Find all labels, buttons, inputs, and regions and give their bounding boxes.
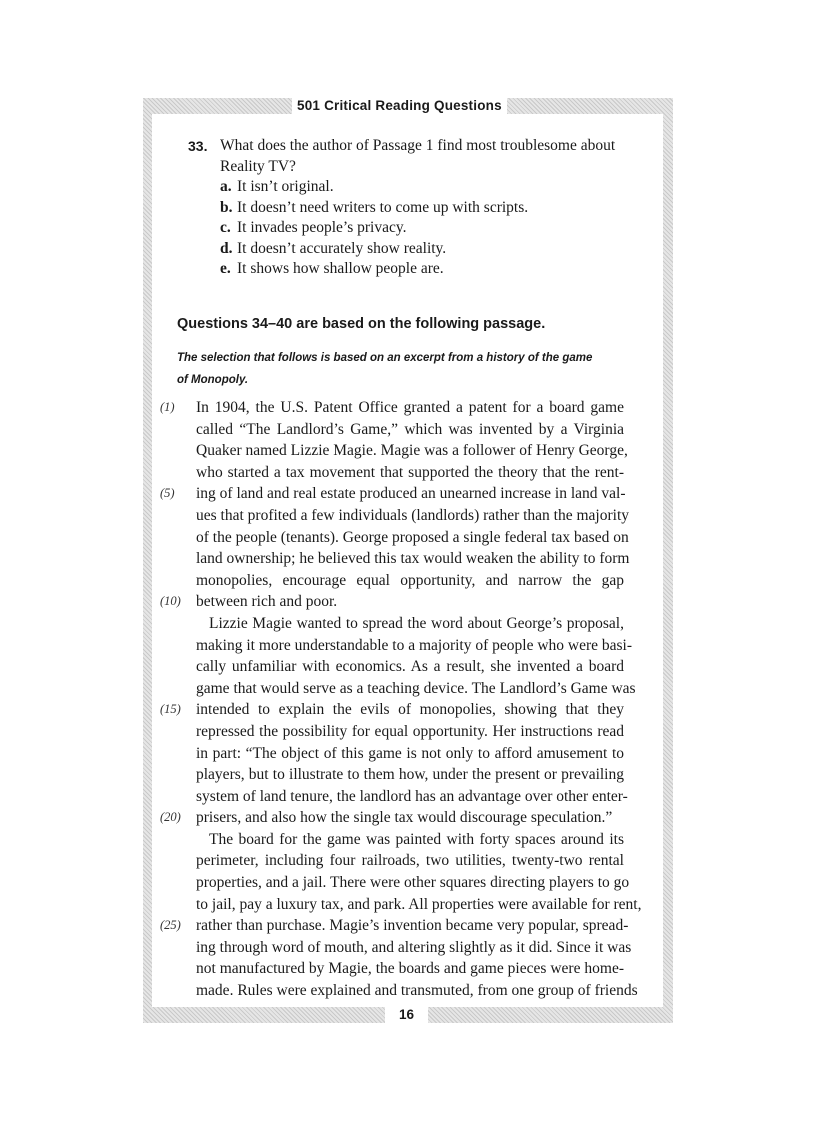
passage-line: system of land tenure, the landlord has an advantage over other enter- xyxy=(196,787,628,805)
passage-line: between rich and poor. xyxy=(196,593,338,611)
passage-line: called “The Landlord’s Game,” which was invented by a Virginia xyxy=(196,420,624,438)
passage-line: making it more understandable to a majority of people who were basi- xyxy=(196,636,633,654)
choice-letter: a. xyxy=(220,178,232,195)
passage-line: Quaker named Lizzie Magie. Magie was a follower of Henry George, xyxy=(196,442,628,460)
question-text-line: Reality TV? xyxy=(220,157,296,175)
choice-text: It isn’t original. xyxy=(237,178,334,195)
choice-text: It doesn’t accurately show reality. xyxy=(237,239,447,257)
choice-letter: c. xyxy=(220,219,231,236)
line-number: (10) xyxy=(160,594,181,608)
passage-line: in part: “The object of this game is not only to afford amusement to xyxy=(196,744,624,762)
passage-line: The board for the game was painted with forty spaces around its xyxy=(209,830,624,848)
question-text-line: What does the author of Passage 1 find most troublesome about xyxy=(220,137,616,154)
line-number: (25) xyxy=(160,918,181,932)
passage-body xyxy=(196,397,642,1002)
passage-line: ing through word of mouth, and altering slightly as it did. Since it was xyxy=(196,938,632,956)
passage-line: perimeter, including four railroads, two utilities, twenty-two rental xyxy=(196,852,624,870)
answer-choice-e xyxy=(220,259,638,280)
passage-line: of the people (tenants). George proposed a single federal tax based on xyxy=(196,528,629,546)
passage-line: players, but to illustrate to them how, under the present or prevailing xyxy=(196,766,624,784)
passage-intro xyxy=(177,347,647,391)
line-number: (15) xyxy=(160,702,181,716)
section-heading: Questions 34–40 are based on the following passage. xyxy=(177,316,546,332)
question-33 xyxy=(188,136,638,280)
passage-line: ing of land and real estate produced an unearned increase in land val- xyxy=(196,485,626,503)
passage-line: In 1904, the U.S. Patent Office granted a patent for a board game xyxy=(196,399,624,416)
intro-line: The selection that follows is based on an excerpt from a history of the game xyxy=(177,352,593,364)
passage-line: properties, and a jail. There were other squares directing players to go xyxy=(196,874,630,892)
intro-line: of Monopoly. xyxy=(177,374,249,386)
choice-letter: e. xyxy=(220,260,231,277)
choice-text: It shows how shallow people are. xyxy=(237,260,444,277)
line-number: (5) xyxy=(160,486,175,500)
page-number: 16 xyxy=(385,1007,428,1023)
passage-line: prisers, and also how the single tax would discourage speculation.” xyxy=(196,809,613,827)
passage-line: monopolies, encourage equal opportunity, and narrow the gap xyxy=(196,571,624,589)
passage-line: made. Rules were explained and transmuted, from one group of friends xyxy=(196,982,638,1000)
line-number: (1) xyxy=(160,400,175,414)
choice-text: It doesn’t need writers to come up with scripts. xyxy=(237,198,529,216)
choice-letter: d. xyxy=(220,239,233,257)
passage-line: cally unfamiliar with economics. As a result, she invented a board xyxy=(196,658,624,676)
answer-choice-b xyxy=(220,198,638,219)
choice-text: It invades people’s privacy. xyxy=(237,219,407,236)
passage-line: ues that profited a few individuals (landlords) rather than the majority xyxy=(196,506,630,524)
question-number: 33. xyxy=(188,138,208,154)
answer-choice-a xyxy=(220,177,638,198)
passage-line: land ownership; he believed this tax would weaken the ability to form xyxy=(196,550,630,568)
passage-line: rather than purchase. Magie’s invention became very popular, spread- xyxy=(196,917,629,935)
running-header: 501 Critical Reading Questions xyxy=(292,98,507,114)
line-number: (20) xyxy=(160,810,181,824)
passage-line: not manufactured by Magie, the boards and game pieces were home- xyxy=(196,960,624,978)
passage-line: Lizzie Magie wanted to spread the word about George’s proposal, xyxy=(209,614,624,632)
passage-line: intended to explain the evils of monopolies, showing that they xyxy=(196,701,624,719)
passage-line: game that would serve as a teaching device. The Landlord’s Game was xyxy=(196,679,636,697)
choice-letter: b. xyxy=(220,198,233,216)
passage-line: to jail, pay a luxury tax, and park. All properties were available for rent, xyxy=(196,895,642,913)
answer-choice-c xyxy=(220,218,638,239)
answer-choice-d xyxy=(220,239,638,260)
passage-line: who started a tax movement that supported the theory that the rent- xyxy=(196,463,624,481)
passage-line: repressed the possibility for equal opportunity. Her instructions read xyxy=(196,722,624,740)
